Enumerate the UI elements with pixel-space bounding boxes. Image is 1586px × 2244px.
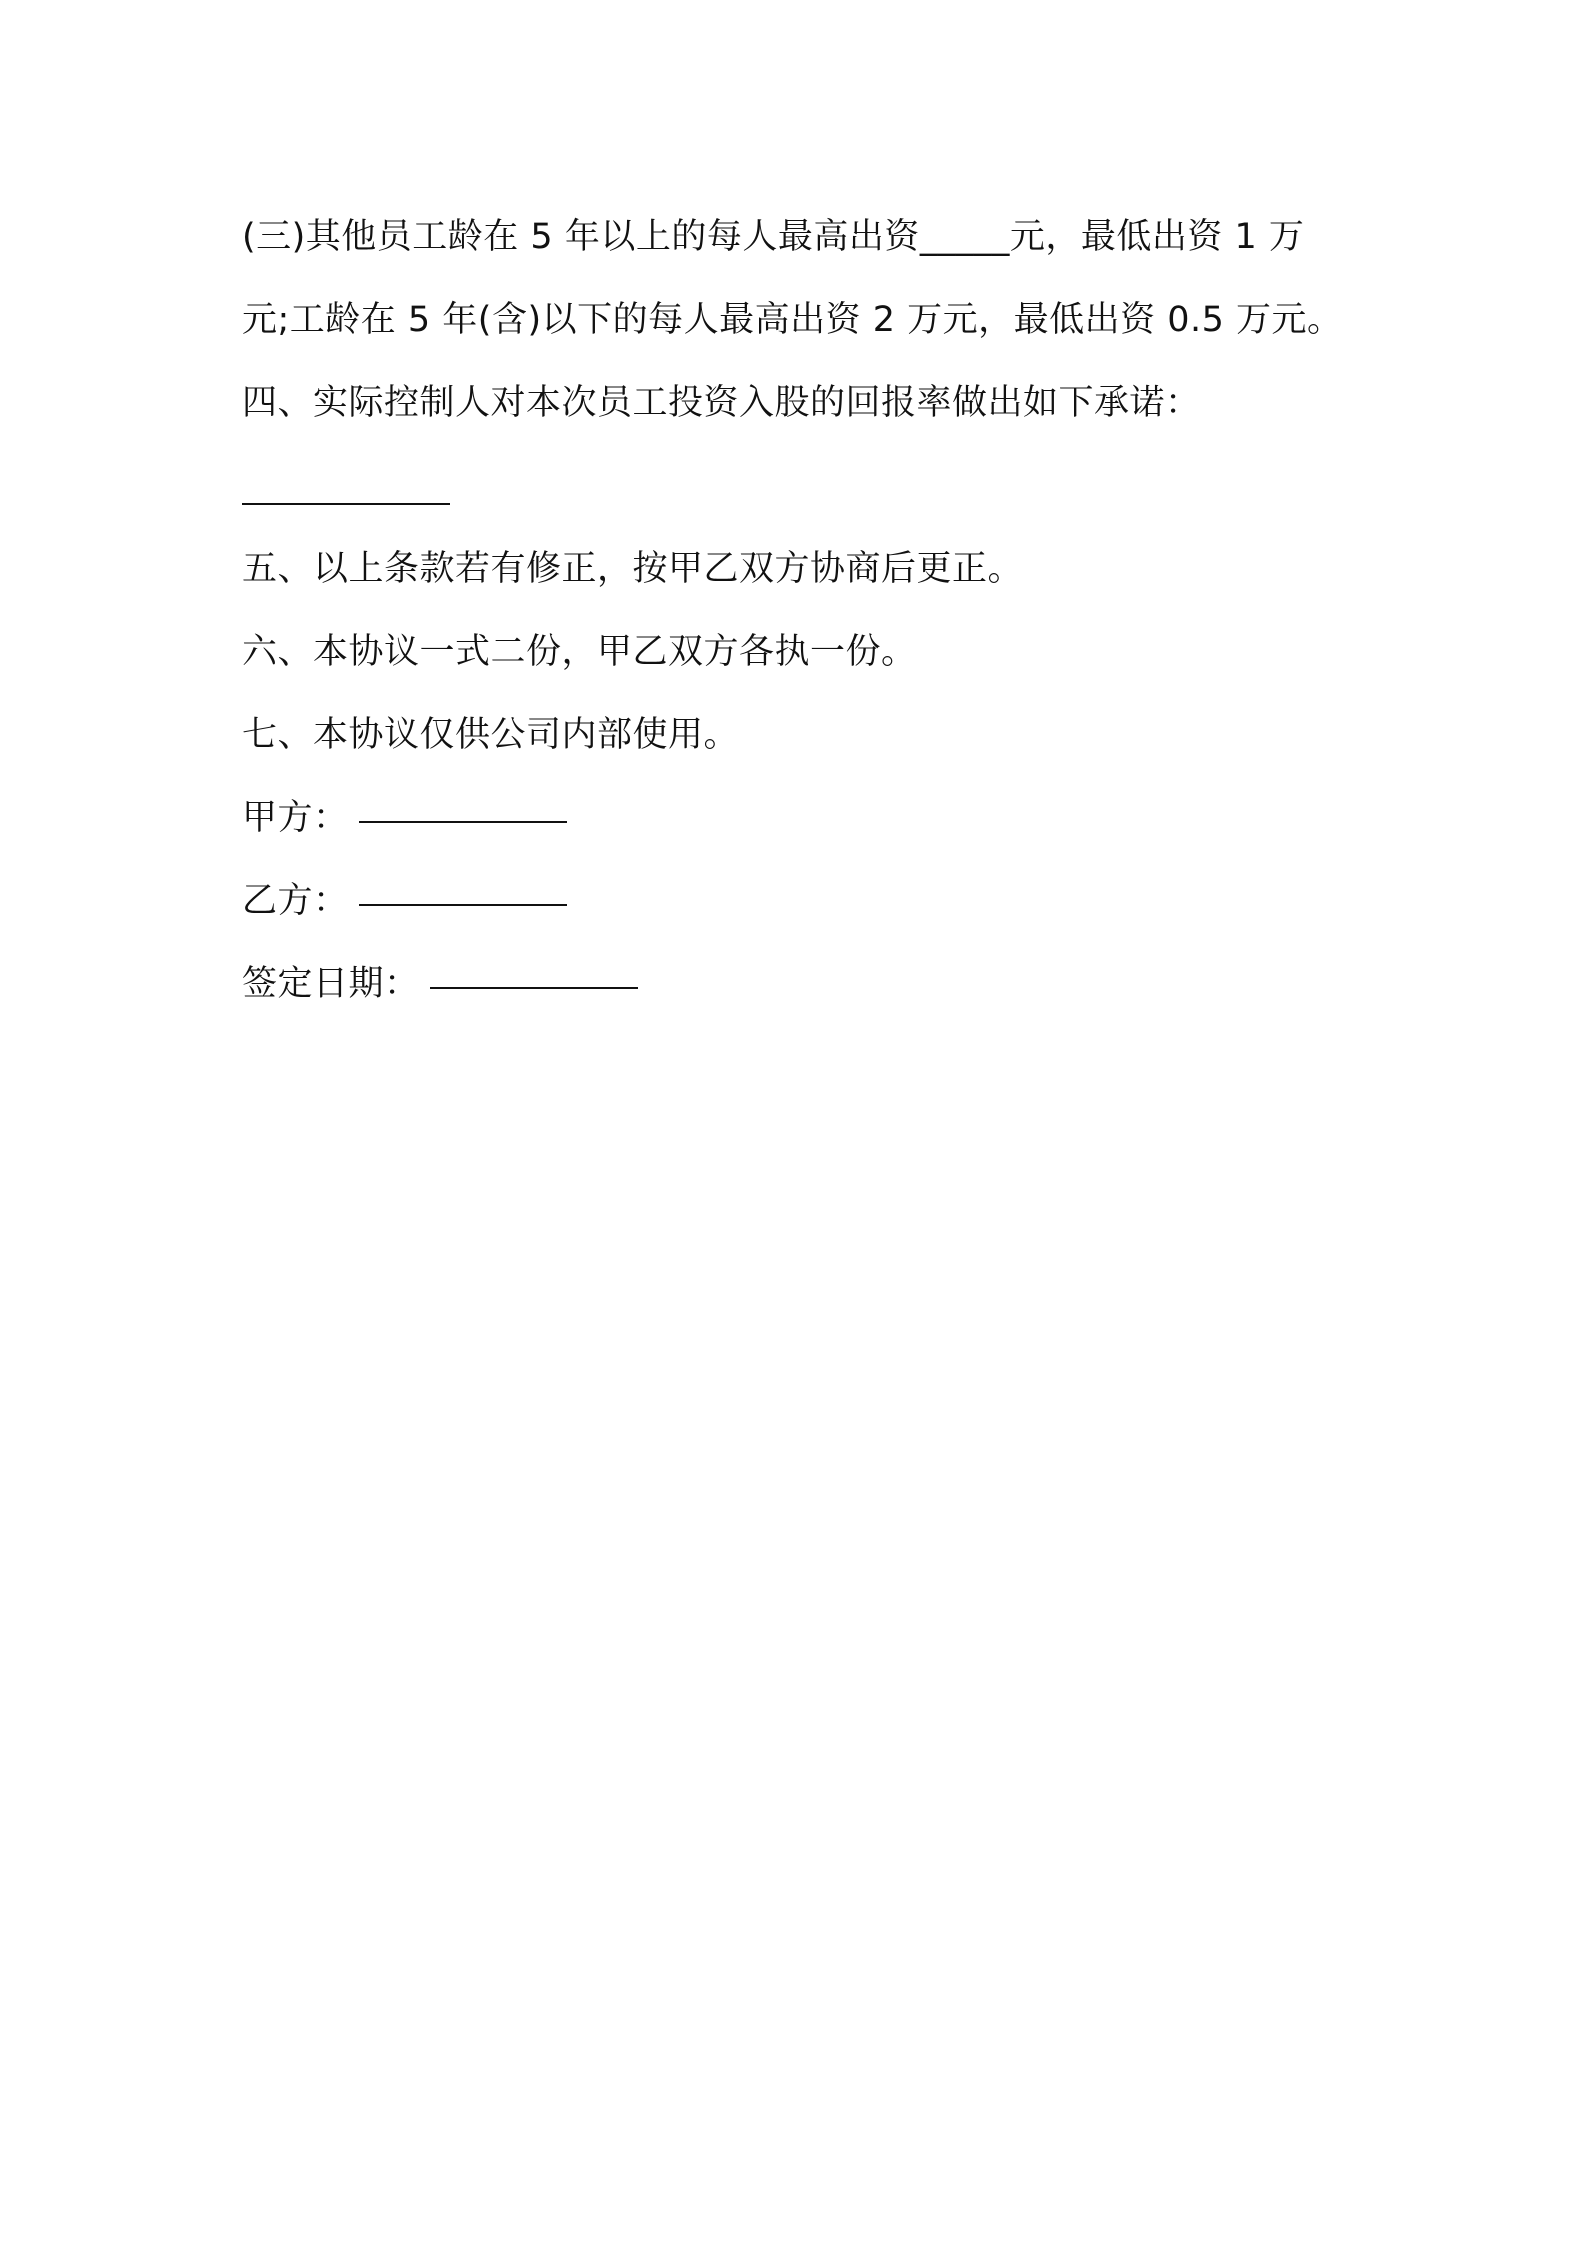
clause-5: 五、以上条款若有修正，按甲乙双方协商后更正。 xyxy=(242,549,1024,589)
blank-underline xyxy=(242,503,450,505)
party-a-blank xyxy=(359,821,567,823)
signing-date-label: 签定日期： xyxy=(242,964,420,1004)
party-b-blank xyxy=(359,904,567,906)
party-a-signature xyxy=(242,777,1362,860)
party-b-signature xyxy=(242,860,1362,943)
commitment-blank-line xyxy=(242,445,1362,528)
signing-date xyxy=(242,943,1362,1026)
signing-date-blank xyxy=(430,987,638,989)
party-a-label: 甲方： xyxy=(242,798,349,838)
clause-4: 四、实际控制人对本次员工投资入股的回报率做出如下承诺： xyxy=(242,383,1201,423)
clause-3-line-1: (三)其他员工龄在 5 年以上的每人最高出资_____元，最低出资 1 万 xyxy=(242,217,1305,257)
document-body xyxy=(242,196,1362,1026)
clause-7: 七、本协议仅供公司内部使用。 xyxy=(242,715,740,755)
clause-6: 六、本协议一式二份，甲乙双方各执一份。 xyxy=(242,632,917,672)
party-b-label: 乙方： xyxy=(242,881,349,921)
clause-3-line-2: 元;工龄在 5 年(含)以下的每人最高出资 2 万元，最低出资 0.5 万元。 xyxy=(242,300,1343,340)
